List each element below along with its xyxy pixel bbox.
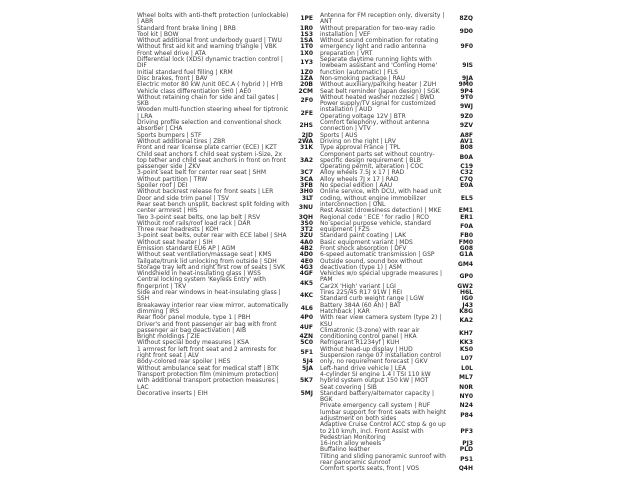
option-description: With rear view camera system (type 2) | KSU (320, 314, 442, 328)
option-description: Wooden multi-function steering wheel for tiptronic | LRA (137, 106, 289, 120)
option-description: Regional code ' ECE ' for radio | RCO (320, 213, 430, 221)
option-description: Antenna for FM reception only, diversity | ANT (320, 12, 445, 26)
option-description: Seat covering | SIB (320, 383, 377, 391)
option-code: 4D0 (299, 251, 313, 259)
option-code: 1SA (299, 37, 313, 45)
option-description: Adaptive Cruise Control ACC stop & go up to 210 km/h, incl. Front Assist with Pedestrian Monitoring (320, 421, 446, 441)
option-description: Without retaining chain for side and tail gates | SKB (137, 93, 279, 108)
option-code: PF3 (460, 427, 473, 435)
option-description: Tool kit | BOW (137, 30, 179, 38)
option-code: 9Z0 (460, 112, 473, 120)
option-code: 5JA (301, 364, 313, 372)
option-code: 2F0 (300, 97, 313, 104)
option-description: Operating permit, alteration | COC (320, 163, 424, 171)
option-row (320, 372, 473, 385)
option-code: 1X0 (300, 49, 313, 57)
option-code: 4ZN (299, 333, 313, 341)
option-description: Without heated washer nozzles | BWD (320, 93, 435, 101)
option-code: 4K5 (300, 279, 313, 287)
option-description: Seat belt reminder (Japan design) | SGK (320, 87, 440, 95)
option-description: Rear floor panel module, type 1 | PBH (137, 314, 251, 322)
option-code: EL5 (460, 194, 473, 202)
option-description: Separate daytime running lights with lowbeam assistant and 'Coming Home' function (automatic) | FLS (320, 56, 438, 76)
option-code: 3QH (298, 213, 313, 221)
option-description: Driving profile selection and conventional shock absorber | CHA (137, 119, 282, 133)
option-description: Front shock absorption | DFV (320, 244, 407, 252)
option-description: Spoiler roof | DEI (137, 182, 188, 190)
option-code: L0L (461, 364, 473, 372)
option-code: A8F (460, 131, 473, 139)
option-code: C32 (460, 169, 473, 177)
option-code: 9WJ (459, 103, 473, 111)
option-code: 9JA (461, 74, 473, 82)
option-description: Three rear headrests | KOH (137, 226, 219, 234)
option-code: J43 (462, 301, 473, 309)
option-description: 3-point seat belts, outer rear with ECE label | SHA (137, 232, 287, 240)
option-description: Left-hand drive vehicle | LEA (320, 364, 406, 372)
option-code: N0R (459, 383, 473, 391)
option-description: Tailgate/trunk lid unlocking from outside | SDH (137, 257, 277, 265)
option-description: 4-cylinder SI engine 1.4 l TSI 110 kW hybrid system output 150 kW | MOT (320, 370, 431, 385)
option-description: Sports | AUS (320, 131, 358, 139)
option-description: Breakaway interior rear view mirror, automatically dimming | IRS (137, 301, 289, 315)
option-row (137, 13, 313, 26)
option-code: 3FB (300, 182, 313, 190)
option-description: Bright moldings | ZIE (137, 333, 201, 341)
option-code: 2FE (300, 109, 313, 117)
option-description: Comfort sports seats, front | VOS (320, 465, 420, 473)
option-description: Door and side trim panel | TSV (137, 194, 230, 202)
option-description: Without sound combination for rotating emergency light and radio antenna preparation | VRT (320, 37, 439, 57)
option-row (137, 57, 313, 70)
option-description: Private emergency call system | RUF (320, 402, 431, 410)
option-description: Without roof rails/roof load rack | DAR (137, 219, 251, 227)
option-code: 4UF (299, 323, 313, 331)
option-description: Transport protection film (minimum protection) with additional transport protection measures | LAC (137, 370, 279, 391)
option-description: Hatchback | KAR (320, 307, 370, 315)
option-code: 3S0 (300, 219, 313, 227)
option-code: 1ZA (299, 74, 313, 82)
option-description: Car2X 'High' variant | LGI (320, 282, 396, 290)
option-code: KK3 (459, 339, 473, 347)
option-code: PS1 (460, 455, 473, 463)
option-description: Without seat ventilation/massage seat | KMS (137, 251, 272, 259)
option-description: 16-inch alloy wheels (320, 440, 382, 448)
option-row (137, 120, 313, 133)
option-code: 1R0 (300, 24, 313, 32)
option-description: 3-point seat belt for center rear seat | SHM (137, 169, 266, 177)
option-row (320, 353, 473, 366)
option-code: G08 (459, 244, 473, 252)
option-description: Standard paint coating | LAK (320, 232, 407, 240)
option-code: GP0 (459, 273, 473, 281)
option-code: 5J4 (302, 358, 313, 366)
option-description: Driving on the right | LRV (320, 137, 396, 145)
option-code: 1Y3 (300, 59, 313, 67)
option-code: PLD (459, 446, 473, 454)
option-code: P84 (460, 411, 473, 419)
options-column-right (320, 13, 473, 473)
option-code: 3H0 (299, 188, 313, 196)
option-code: 20B (300, 81, 313, 89)
option-description: Two 3-point seat belts, one lap belt | RSV (137, 213, 261, 221)
option-code: KS0 (459, 345, 473, 353)
option-code: 3A2 (300, 156, 313, 164)
option-row (137, 391, 313, 397)
option-code: 4B2 (300, 244, 313, 252)
option-row (137, 202, 313, 215)
option-description: Front wheel drive | ATA (137, 49, 206, 57)
option-code: 4A0 (300, 238, 313, 246)
option-description: Without partition | TRW (137, 175, 208, 183)
option-description: Standard front brake lining | BRB (137, 24, 236, 32)
option-description: Battery 384A (60 Ah) | BAT (320, 301, 401, 309)
option-code: EM1 (458, 207, 473, 215)
option-description: Comfort telephony, without antenna connection | VTV (320, 119, 430, 133)
option-code: 2JD (301, 131, 313, 139)
option-description: Without seat heater | SIH (137, 238, 213, 246)
options-column-left (137, 13, 313, 397)
option-description: Non-smoking package | RAU (320, 74, 406, 82)
option-description: Vehicle class differentiation SH0 | AE0 (137, 87, 252, 95)
option-description: Storage tray left and right first row of seats | SVK (137, 263, 285, 271)
option-code: 2CM (298, 87, 313, 95)
option-description: Side and rear windows in heat-insulating glass | SSH (137, 289, 281, 303)
option-description: Without backrest release for front seats | LER (137, 188, 274, 196)
option-description: Without additional tires | ZBR (137, 137, 226, 145)
option-code: 9IS (462, 62, 473, 70)
option-code: C7Q (459, 175, 473, 183)
option-code: B0A (459, 153, 473, 161)
option-code: 3C7 (300, 169, 313, 177)
option-description: Initial standard fuel filling | KRM (137, 68, 233, 76)
option-description: Without head-up display | HUD (320, 345, 413, 353)
option-code: 1Z0 (300, 68, 313, 76)
option-code: AV1 (459, 137, 473, 145)
option-description: Without additional front underbody guard | TWU (137, 37, 282, 45)
option-row (320, 271, 473, 284)
option-code: N24 (459, 402, 473, 410)
option-code: Q4H (458, 465, 473, 473)
option-description: Rest Assist (drowsiness detection) | MKE (320, 207, 442, 215)
option-description: Differential lock (XDS) dynamic traction control | DIF (137, 56, 283, 70)
option-row (320, 57, 473, 76)
option-code: 8ZQ (459, 15, 473, 23)
option-code: 5MJ (300, 389, 313, 397)
option-code: 5K7 (300, 377, 313, 385)
option-code: GM4 (457, 260, 473, 268)
option-description: Basic equipment variant | MDS (320, 238, 413, 246)
option-description: Rear seat bench unsplit, backrest split folding with center armrest | HIS (137, 200, 290, 215)
option-code: ER1 (460, 213, 473, 221)
option-description: Electric motor 80 kW /unit 0EC.A ( hybrid ) | HYB (137, 81, 283, 89)
option-row (320, 189, 473, 208)
option-description: Suspension range 07 installation control only, no requirement forecast | GKV (320, 352, 441, 366)
option-description: Driver's and front passenger air bag with front passenger air bag deactivation | AIB (137, 320, 277, 334)
option-description: Tilting and sliding panoramic sunroof with rear panoramic sunroof (320, 452, 446, 467)
option-code: 3NU (298, 204, 313, 212)
option-code: 4GF (299, 270, 313, 278)
option-row (320, 120, 473, 133)
option-description: Type approval France | TPL (320, 144, 401, 152)
option-description: Vehicles w/o special upgrade measures | PAM (320, 270, 443, 284)
option-code: FM0 (458, 238, 473, 246)
option-description: Tires 225/45 R17 91W | REI (320, 289, 403, 297)
option-code: 3ZU (299, 232, 313, 240)
option-code: 4KC (300, 292, 313, 300)
option-code: G1A (459, 251, 473, 259)
option-row (320, 101, 473, 114)
option-description: Refrigerant R1234yf | KUH (320, 339, 400, 347)
option-row (320, 38, 473, 57)
option-code: 5C0 (300, 339, 313, 347)
option-code: 4P0 (300, 314, 313, 322)
option-code: L07 (460, 355, 473, 363)
option-code: 9M0 (458, 81, 473, 89)
option-code: 4G3 (299, 263, 313, 271)
option-description: Without auxiliary/parking heater | ZUH (320, 81, 437, 89)
option-description: Child seat anchors f. child seat system i-Size, 2x top tether and child seat anchors in front on front passenger side | ZKV (137, 150, 287, 171)
option-description: Without first aid kit and warning triangle | VBK (137, 43, 277, 51)
option-row (137, 290, 313, 303)
option-code: 3LT (301, 194, 313, 202)
option-description: Online service, with DCU, with head unit coding, without engine immobilizer interconnection | ONL (320, 188, 442, 208)
option-code: 4E0 (300, 257, 313, 265)
option-description: Wheel bolts with anti-theft protection (unlockable) | ABR (137, 12, 289, 26)
option-code: ML7 (459, 374, 473, 382)
option-code: FB0 (460, 232, 473, 240)
option-description: Without special body measures | KSA (137, 339, 250, 347)
option-description: No special purpose vehicle, standard equipment | FZS (320, 219, 431, 234)
option-row (320, 466, 473, 472)
option-code: 9F0 (460, 43, 473, 51)
option-description: Operating voltage 12V | BTR (320, 112, 406, 120)
option-description: Sports bumpers | STF (137, 131, 202, 139)
option-description: 1 armrest for left front seat and 2 armrests for right front seat | ALV (137, 345, 277, 360)
option-description: Front and rear license plate carrier (ECE) | KZT (137, 144, 277, 152)
option-code: C19 (460, 163, 473, 171)
option-code: 1PE (300, 15, 313, 23)
option-code: 9P4 (460, 87, 473, 95)
option-description: Buffalino leather (320, 446, 370, 454)
option-row (320, 13, 473, 26)
option-code: KA2 (459, 317, 473, 325)
option-code: 2HS (299, 122, 313, 130)
option-code: H6L (459, 289, 473, 297)
option-description: Body-colored rear spoiler | HES (137, 358, 231, 366)
option-code: 2WA (297, 137, 313, 145)
option-row (137, 152, 313, 171)
option-code: 1S3 (300, 30, 313, 38)
option-code: GW2 (457, 282, 473, 290)
option-code: 1T0 (300, 43, 313, 51)
option-description: Emission standard EU6 AP | AGM (137, 244, 236, 252)
option-description: Central locking system 'Keyless Entry' with fingerprint | TKV (137, 276, 266, 290)
option-description: Component parts set without country-specific design requirement | BLB (320, 150, 435, 164)
option-description: Windshield in heat-insulating glass | WSS (137, 270, 261, 278)
option-row (320, 422, 473, 441)
option-code: 31K (300, 144, 313, 152)
option-row (137, 372, 313, 391)
option-code: K8G (459, 307, 473, 315)
option-description: No special edition | AAU (320, 182, 393, 190)
option-row (320, 315, 473, 328)
option-code: B08 (460, 144, 473, 152)
option-description: Decorative inserts | EIH (137, 389, 208, 397)
option-code: 3CA (299, 175, 313, 183)
option-code: 5F1 (300, 348, 313, 356)
option-code: F0A (460, 222, 473, 230)
option-code: KH7 (459, 329, 473, 337)
option-description: Alloy wheels 7.5J x 17 | RAD (320, 169, 405, 177)
option-description: 6-speed automatic transmission | GSP (320, 251, 435, 259)
option-description: Without ambulance seat for medical staff | BTK (137, 364, 279, 372)
option-code: NY0 (459, 392, 473, 400)
option-description: Outside sound, sound box without deactivation (type 1) | ASM (320, 257, 423, 271)
option-description: Disc brakes, front | BAV (137, 74, 208, 82)
option-code: 3T2 (300, 226, 313, 234)
option-description: Power supply/TV signal for customized installation | AUD (320, 100, 436, 114)
option-description: lumbar support for front seats with height adjustment on both sides (320, 408, 447, 422)
option-description: Without preparation for two-way radio installation | VEF (320, 24, 435, 38)
option-code: IG0 (461, 295, 473, 303)
option-code: 9ZV (459, 122, 473, 130)
option-code: PJ3 (462, 440, 473, 448)
option-description: Standard battery/alternator capacity | BGK (320, 389, 435, 404)
option-description: Standard curb weight range | LGW (320, 295, 424, 303)
option-code: 4L6 (300, 304, 313, 312)
option-description: Climatronic (3-zone) with rear air conditioning control panel | HKA (320, 326, 420, 341)
option-description: Alloy wheels 7J x 17 | RAD (320, 175, 399, 183)
option-code: 9T0 (460, 93, 473, 101)
option-code: E0A (460, 182, 473, 190)
option-code: 9D0 (459, 27, 473, 35)
